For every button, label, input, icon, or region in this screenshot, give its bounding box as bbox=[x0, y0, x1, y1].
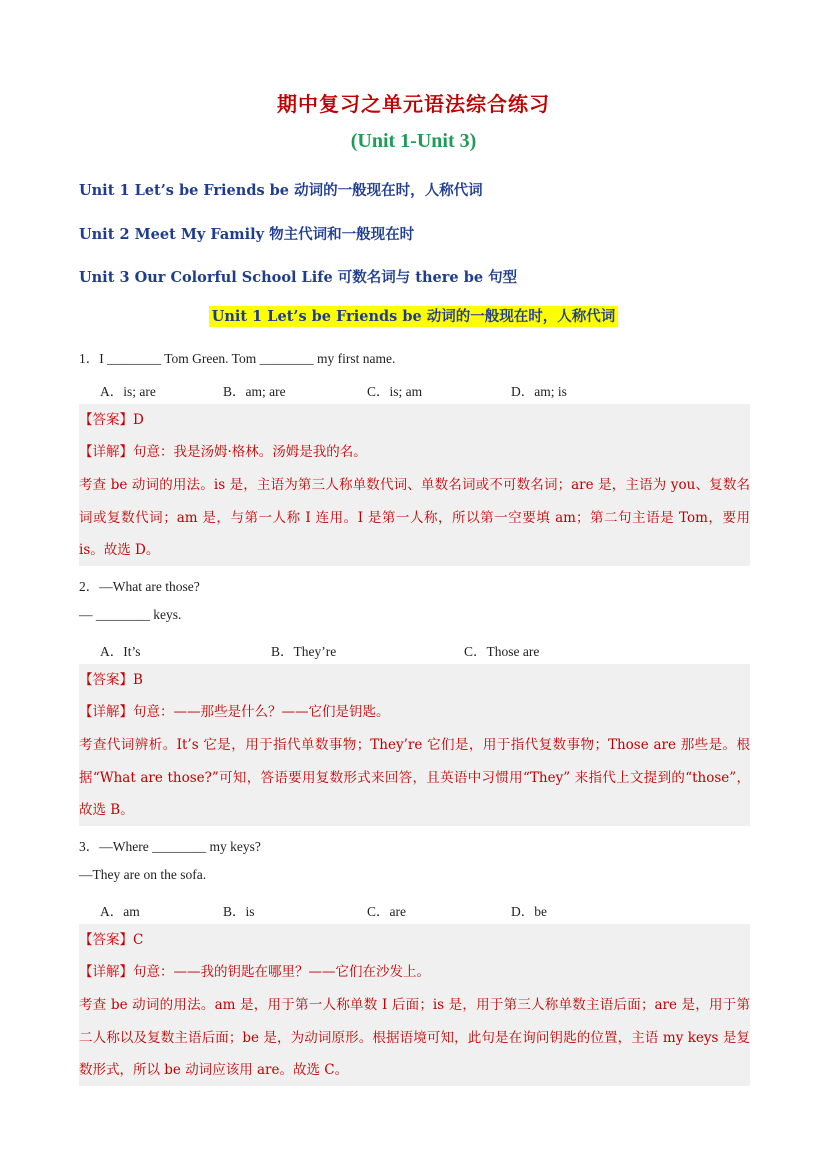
unit-line-3: Unit 3 Our Colorful School Life 可数名词与 there be 句型 bbox=[79, 269, 518, 286]
question-3-option-c: C．are bbox=[367, 904, 406, 919]
question-2-option-c: C．Those are bbox=[464, 644, 540, 659]
question-1-option-d: D．am; is bbox=[511, 384, 567, 399]
question-2-option-b: B．They’re bbox=[271, 644, 337, 659]
question-2-stem-reply: — ________ keys. bbox=[79, 607, 182, 622]
explanation-3: 考查 be 动词的用法。am 是，用于第一人称单数 I 后面；is 是，用于第三人称单数主语后面；are 是，用于第二人称以及复数主语后面；be 是，为动词原形。根据语境可知，此句是在询问钥匙的位置，主语 my keys 是复数形式，所以 be 动词应该用 are。故选 C。 bbox=[79, 997, 750, 1078]
question-1-option-c: C．is; am bbox=[367, 384, 423, 399]
question-1-option-a: A．is; are bbox=[100, 384, 156, 399]
page-title: 期中复习之单元语法综合练习 bbox=[277, 92, 550, 116]
explanation-2: 考查代词辨析。It’s 它是，用于指代单数事物；They’re 它们是，用于指代复数事物；Those are 那些是。根据“What are those?”可知，答语要用复数形式来回答，且英语中习惯用“They” 来指代上文提到的“those”，故选 B。 bbox=[79, 737, 750, 818]
unit-line-1: Unit 1 Let’s be Friends be 动词的一般现在时，人称代词 bbox=[79, 182, 483, 199]
question-3-option-d: D．be bbox=[511, 904, 547, 919]
answer-1: 【答案】D bbox=[79, 412, 144, 428]
answer-3: 【答案】C bbox=[79, 932, 144, 948]
section-heading bbox=[0, 305, 827, 326]
page-subtitle: (Unit 1-Unit 3) bbox=[350, 130, 477, 152]
detail-1: 【详解】句意：我是汤姆·格林。汤姆是我的名。 bbox=[79, 444, 367, 460]
question-3-option-a: A．am bbox=[100, 904, 140, 919]
question-2-option-a: A．It’s bbox=[100, 644, 141, 659]
question-3-stem-reply: —They are on the sofa. bbox=[79, 867, 207, 882]
detail-2: 【详解】句意：——那些是什么？——它们是钥匙。 bbox=[79, 704, 390, 720]
question-1-option-b: B．am; are bbox=[223, 384, 286, 399]
question-3-option-b: B．is bbox=[223, 904, 255, 919]
question-1-stem: 1．I ________ Tom Green. Tom ________ my first name. bbox=[79, 351, 396, 366]
answer-2: 【答案】B bbox=[79, 672, 143, 688]
section-heading-text: Unit 1 Let’s be Friends be 动词的一般现在时，人称代词 bbox=[209, 306, 619, 327]
unit-line-2: Unit 2 Meet My Family 物主代词和一般现在时 bbox=[79, 226, 415, 243]
question-3-stem: 3．—Where ________ my keys? bbox=[79, 839, 261, 854]
detail-3: 【详解】句意：——我的钥匙在哪里？——它们在沙发上。 bbox=[79, 964, 430, 980]
question-2-stem: 2．—What are those? bbox=[79, 579, 200, 594]
explanation-1: 考查 be 动词的用法。is 是，主语为第三人称单数代词、单数名词或不可数名词；are 是，主语为 you、复数名词或复数代词；am 是，与第一人称 I 连用。I 是第一人称，所以第一空要填 am；第二句主语是 Tom，要用 is。故选 D。 bbox=[79, 477, 750, 558]
